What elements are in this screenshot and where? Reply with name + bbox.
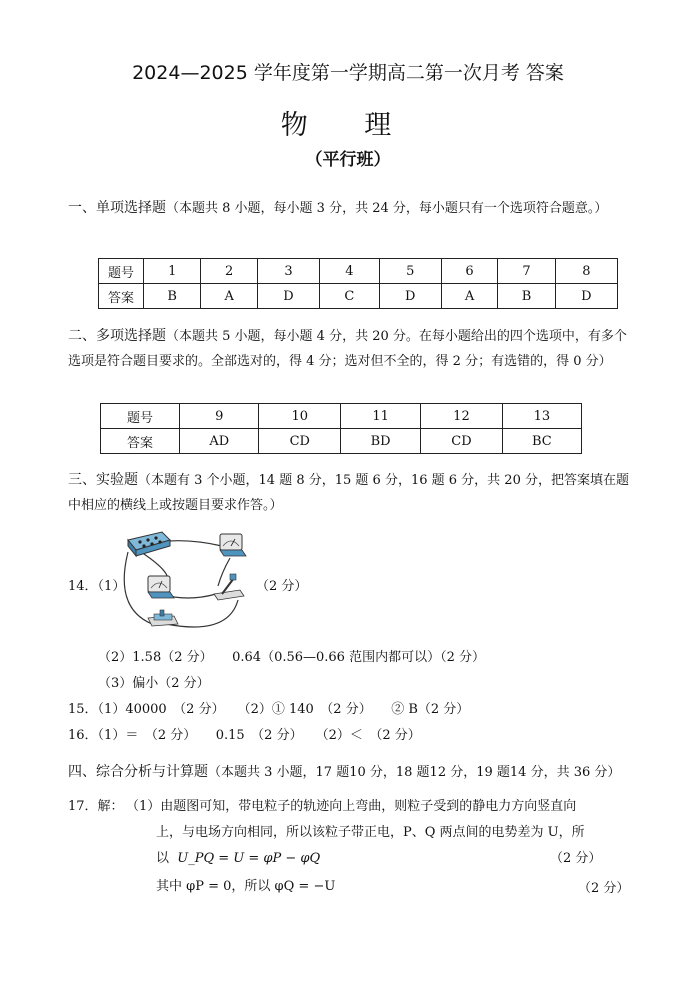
q17-label: 17．解： (68, 799, 124, 814)
section1-heading: 一、单项选择题 (68, 200, 166, 216)
answer-cell: BD (341, 429, 421, 454)
q17-equation1-prefix: 以 (156, 851, 170, 866)
question-number: 9 (180, 404, 259, 429)
q15-answer: 15．（1）40000 （2 分） （2）① 140 （2 分） ② B（2 分） (68, 702, 470, 717)
section2-intro (68, 324, 633, 374)
q17-line1: （1）由题图可知，带电粒子的轨迹向上弯曲，则粒子受到的静电力方向竖直向 (126, 799, 577, 814)
row-label: 答案 (101, 429, 180, 454)
section3-description: （本题有 3 个小题，14 题 8 分，15 题 6 分，16 题 6 分，共 20 分，把答案填在题中相应的横线上或按题目要求作答。） (68, 473, 629, 513)
section2-answer-table (100, 403, 582, 454)
section3-heading: 三、实验题 (68, 472, 138, 488)
question-number: 8 (555, 259, 617, 284)
question-number: 13 (502, 404, 581, 429)
subject-title: 物 理 (280, 110, 416, 141)
answer-cell: A (201, 284, 257, 309)
answer-cell: D (257, 284, 319, 309)
rheostat-icon (148, 610, 178, 626)
section1-answer-table (98, 258, 618, 309)
section4-description: （本题共 3 小题，17 题10 分，18 题12 分，19 题14 分，共 36 分） (208, 765, 621, 780)
q14-part3: （3）偏小（2 分） (98, 676, 210, 691)
answer-cell: CD (259, 429, 341, 454)
answer-cell: D (555, 284, 617, 309)
voltmeter-icon (220, 534, 246, 556)
q17-equation1-formula: U_PQ = U = φP − φQ (177, 851, 321, 866)
answer-cell: AD (180, 429, 259, 454)
ammeter-icon (148, 576, 174, 598)
battery-box-icon (128, 532, 170, 556)
row-label: 答案 (99, 284, 144, 309)
q17-equation2: 其中 φP = 0，所以 φQ = −U (156, 879, 336, 894)
q14-part2: （2）1.58（2 分） 0.64（0.56—0.66 范围内都可以）（2 分） (98, 650, 485, 665)
q16-answer: 16．（1）＝ （2 分） 0.15 （2 分） （2）＜ （2 分） (68, 728, 421, 743)
answer-cell: BC (502, 429, 581, 454)
question-number: 6 (441, 259, 497, 284)
q17-equation1-score: （2 分） (550, 851, 602, 866)
q14-part1-score: （2 分） (256, 579, 308, 594)
question-number: 1 (144, 259, 201, 284)
question-number: 7 (498, 259, 555, 284)
table-row (101, 404, 582, 429)
table-row (99, 284, 618, 309)
answer-cell: CD (421, 429, 503, 454)
answer-cell: C (320, 284, 380, 309)
class-track: （平行班） (305, 150, 391, 170)
section1-description: （本题共 8 小题，每小题 3 分，共 24 分，每小题只有一个选项符合题意。） (166, 201, 608, 216)
question-number: 2 (201, 259, 257, 284)
q14-label: 14．（1） (68, 579, 126, 594)
circuit-diagram (118, 528, 258, 640)
question-number: 3 (257, 259, 319, 284)
table-row (101, 429, 582, 454)
question-number: 12 (421, 404, 503, 429)
section2-description: （本题共 5 小题，每小题 4 分，共 20 分。在每小题给出的四个选项中，有多个选项是符合题目要求的。全部选对的，得 4 分；选对但不全的，得 2 分；有选错的，得 0 分） (68, 329, 627, 369)
section1-intro (68, 196, 633, 221)
question-number: 11 (341, 404, 421, 429)
answer-cell: B (498, 284, 555, 309)
page-title: 2024—2025 学年度第一学期高二第一次月考 答案 (132, 62, 564, 84)
q17-line2: 上，与电场方向相同，所以该粒子带正电，P、Q 两点间的电势差为 U，所 (156, 825, 585, 840)
section2-heading: 二、多项选择题 (68, 328, 166, 344)
answer-cell: A (441, 284, 497, 309)
section4-heading: 四、综合分析与计算题 (68, 764, 208, 780)
table-row (99, 259, 618, 284)
q17-equation1 (156, 847, 320, 866)
question-number: 10 (259, 404, 341, 429)
row-label: 题号 (99, 259, 144, 284)
answer-cell: D (379, 284, 441, 309)
q17-equation2-score: （2 分） (578, 881, 630, 896)
row-label: 题号 (101, 404, 180, 429)
question-number: 5 (379, 259, 441, 284)
section4-intro (68, 761, 620, 781)
switch-icon (214, 574, 244, 600)
answer-cell: B (144, 284, 201, 309)
section3-intro (68, 468, 633, 518)
question-number: 4 (320, 259, 380, 284)
